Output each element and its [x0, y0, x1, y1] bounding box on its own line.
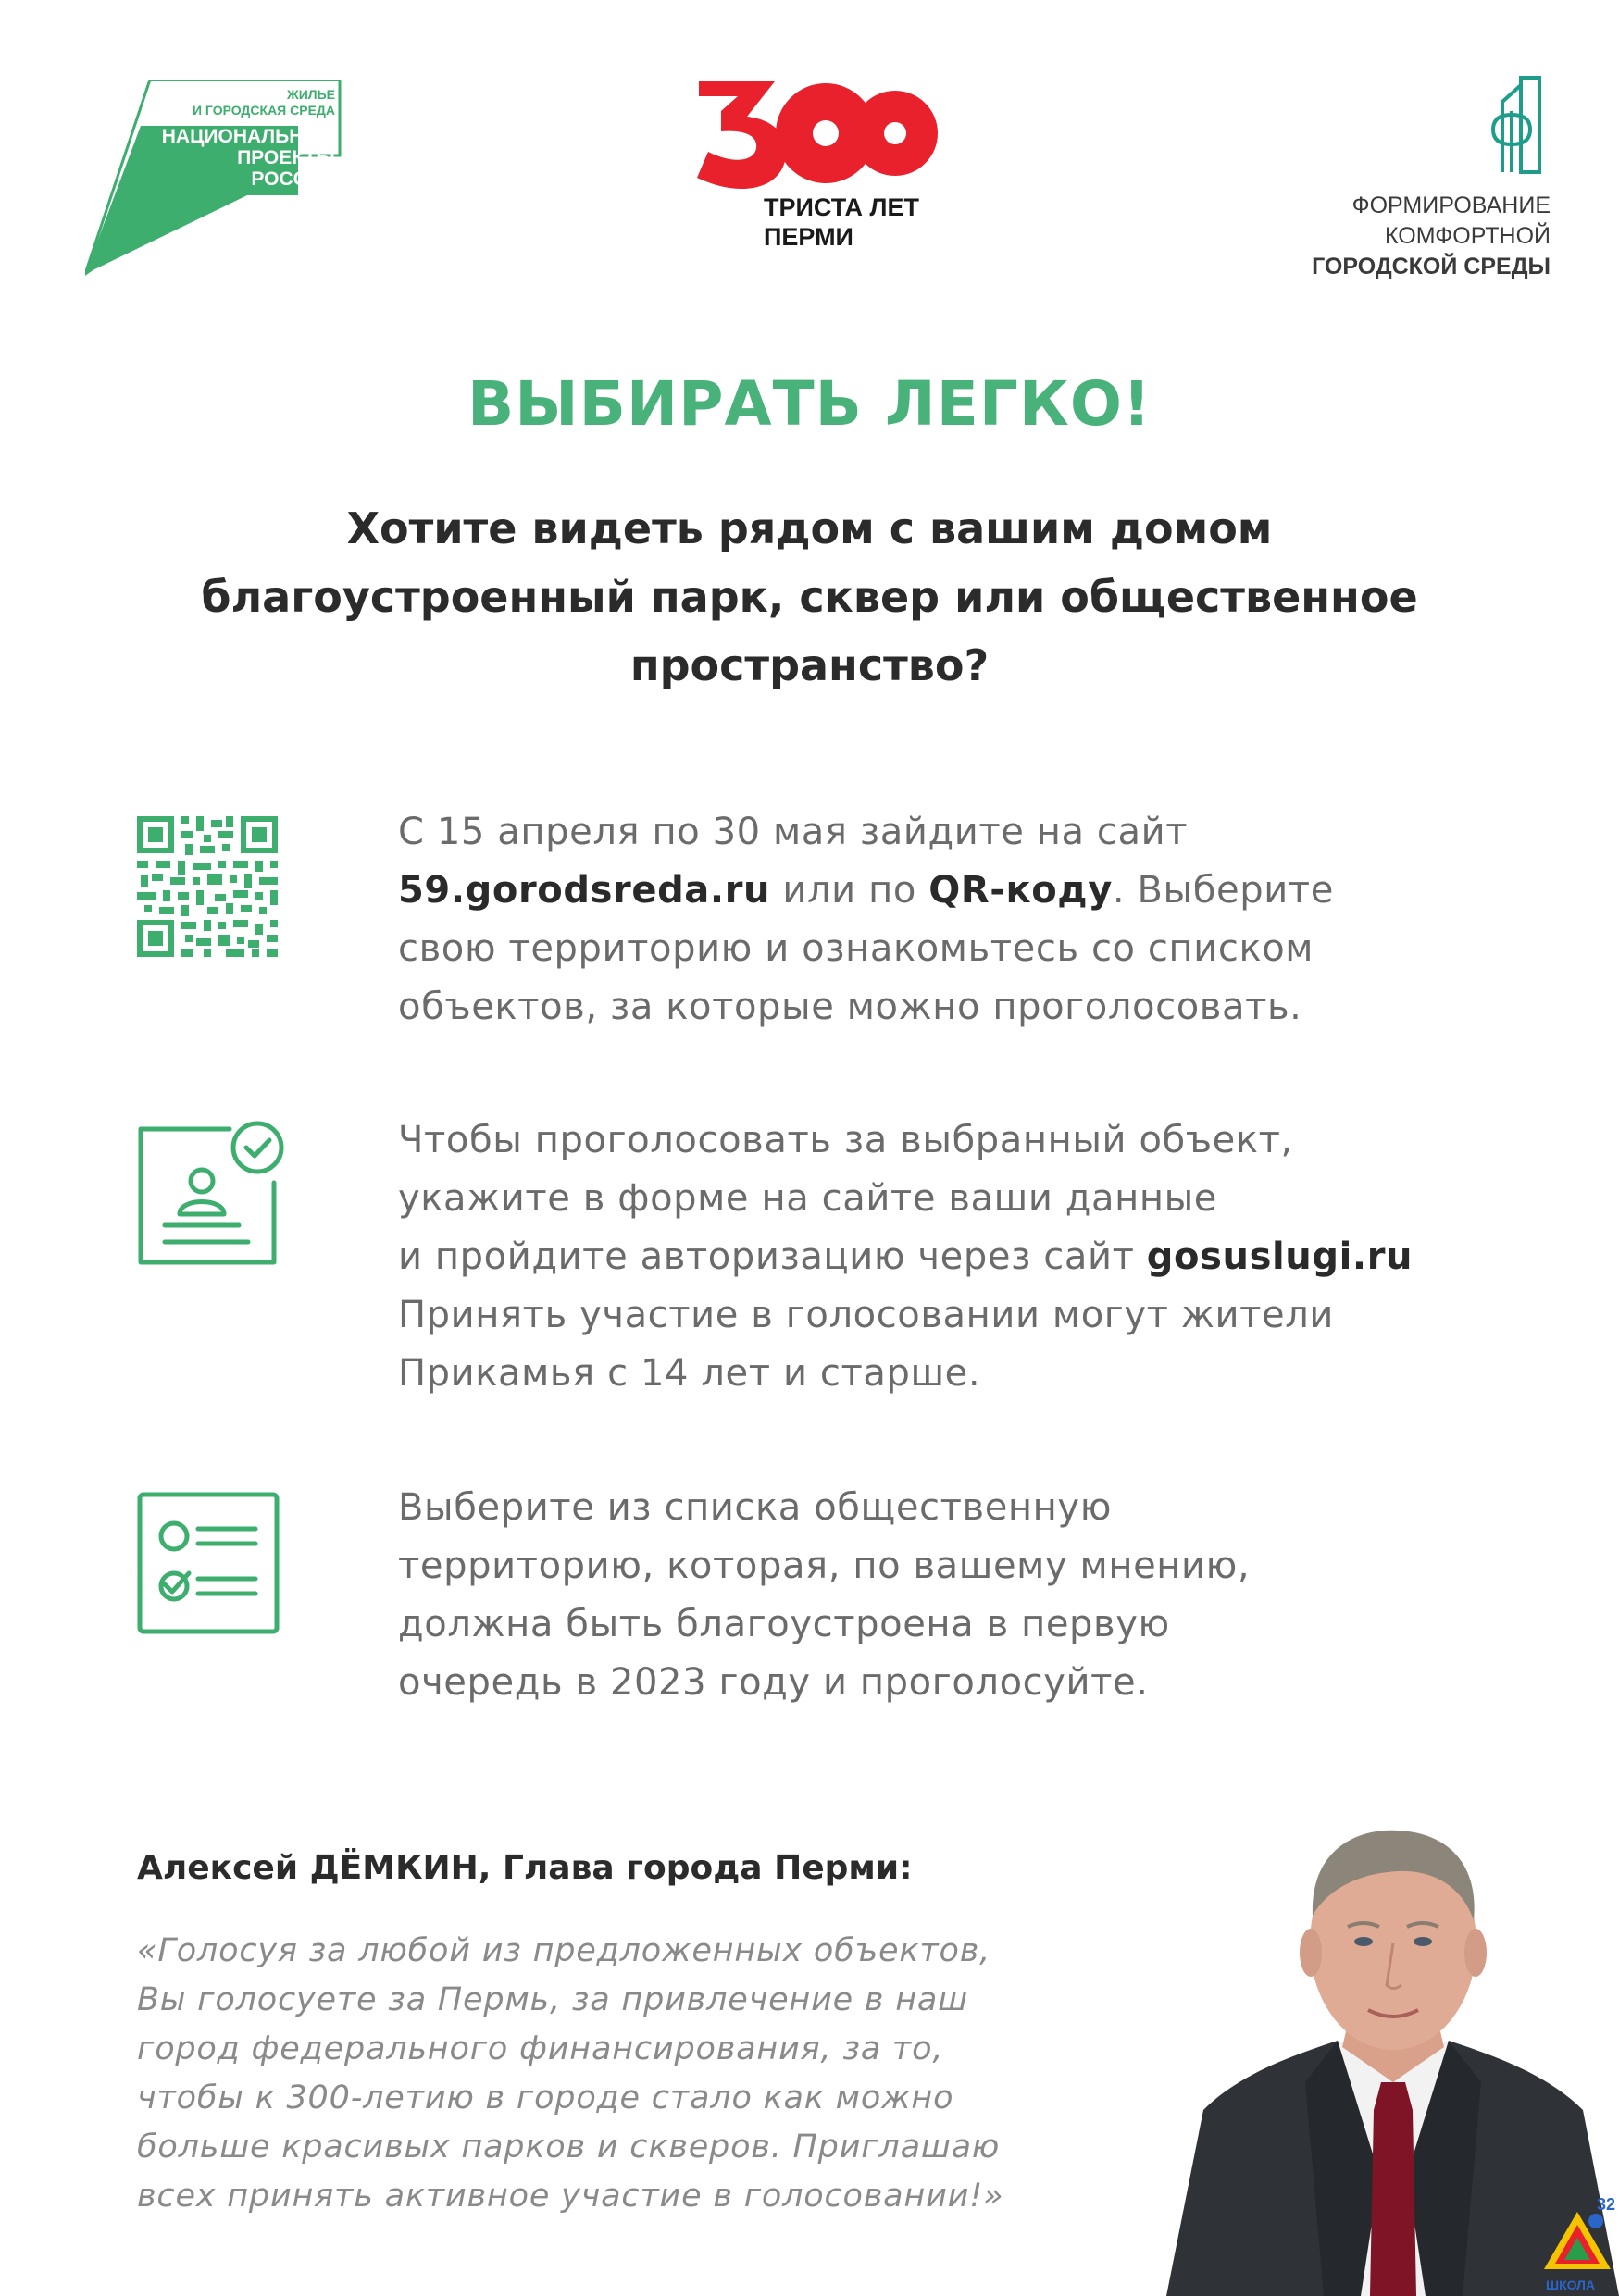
school-logo-icon — [1540, 2208, 1614, 2273]
perm-300-logo — [690, 74, 940, 268]
subtitle-line-3: пространство? — [629, 640, 990, 690]
gosuslugi-link[interactable]: gosuslugi.ru — [1146, 1235, 1414, 1278]
qr-code-link[interactable]: QR-коду — [928, 869, 1113, 912]
quote-line-1: «Голосуя за любой из предложенных объектов, — [137, 1932, 991, 1969]
fks-line-1: ФОРМИРОВАНИЕ — [1351, 192, 1551, 218]
step-3-line-2: территорию, которая, по вашему мнению, — [398, 1545, 1251, 1587]
step-3-line-3: должна быть благоустроена в первую — [398, 1603, 1170, 1645]
perm-300-number-graphic — [690, 74, 940, 194]
comfort-urban-environment-logo — [1287, 74, 1551, 287]
comfort-urban-environment-text — [1287, 191, 1551, 282]
subtitle-line-1: Хотите видеть рядом с вашим домом — [346, 503, 1273, 553]
qr-code-icon[interactable] — [137, 816, 278, 961]
step-3-line-1: Выберите из списка общественную — [398, 1486, 1112, 1529]
step-2-line-2: укажите в форме на сайте ваши данные — [398, 1177, 1218, 1220]
quote-line-3: город федерального финансирования, за то, — [137, 2030, 944, 2067]
step-1-line-2 — [398, 862, 1546, 920]
step-2-text — [398, 1111, 1546, 1403]
quote-line-2: Вы голосуете за Пермь, за привлечение в наш — [137, 1981, 969, 2018]
quote-author: Алексей ДЁМКИН, Глава города Перми: — [137, 1849, 913, 1887]
quote-line-5: больше красивых парков и скверов. Приглашаю — [137, 2128, 1001, 2166]
user-card-check-graphic — [137, 1118, 294, 1266]
perm-300-caption: ТРИСТА ЛЕТ ПЕРМИ — [764, 193, 919, 251]
quote-line-4: чтобы к 300-летию в городе стало как можно — [137, 2079, 954, 2116]
quote-line-6: всех принять активное участие в голосовании!» — [137, 2178, 1004, 2215]
national-projects-big-text: НАЦИОНАЛЬНЫЕ ПРОЕКТЫ РОССИИ — [161, 126, 335, 190]
step-1-line-3: свою территорию и ознакомьтесь со списком — [398, 927, 1314, 970]
step-2-line-4: Принять участие в голосовании могут жители — [398, 1294, 1334, 1336]
checklist-graphic — [137, 1492, 280, 1634]
step-1-connector: или по — [770, 869, 929, 912]
checklist-icon — [137, 1492, 280, 1638]
step-1-line-4: объектов, за которые можно проголосовать. — [398, 986, 1302, 1028]
qr-code-graphic — [137, 816, 278, 957]
step-2-line-5: Прикамья с 14 лет и старше. — [398, 1352, 981, 1395]
step-2-line-1: Чтобы проголосовать за выбранный объект, — [398, 1119, 1293, 1161]
page-subtitle — [111, 494, 1508, 700]
school-number: 32 — [1596, 2195, 1615, 2214]
national-projects-small-text: ЖИЛЬЕ И ГОРОДСКАЯ СРЕДА — [192, 87, 335, 118]
step-1-line-1: С 15 апреля по 30 мая зайдите на сайт — [398, 811, 1189, 853]
quote-text — [137, 1927, 1118, 2221]
fks-line-2: КОМФОРТНОЙ — [1384, 223, 1551, 249]
gorodsreda-link[interactable]: 59.gorodsreda.ru — [398, 869, 771, 912]
national-projects-logo — [85, 80, 344, 276]
subtitle-line-2: благоустроенный парк, сквер или общественное — [201, 572, 1418, 622]
school-label: ШКОЛА — [1546, 2277, 1596, 2292]
step-3-line-4: очередь в 2023 году и проголосуйте. — [398, 1661, 1149, 1704]
user-card-check-icon — [137, 1118, 294, 1270]
step-2-line-3 — [398, 1228, 1546, 1286]
building-emblem-icon — [1486, 74, 1551, 176]
step-3-text — [398, 1479, 1546, 1712]
school-badge — [1527, 2195, 1619, 2296]
fks-line-3: ГОРОДСКОЙ СРЕДЫ — [1312, 254, 1551, 279]
page-title: ВЫБИРАТЬ ЛЕГКО! — [467, 368, 1152, 440]
step-2-line-3-text: и пройдите авторизацию через сайт — [398, 1235, 1147, 1278]
step-1-text — [398, 803, 1546, 1036]
step-1-line-2-tail: . Выберите — [1112, 869, 1334, 912]
